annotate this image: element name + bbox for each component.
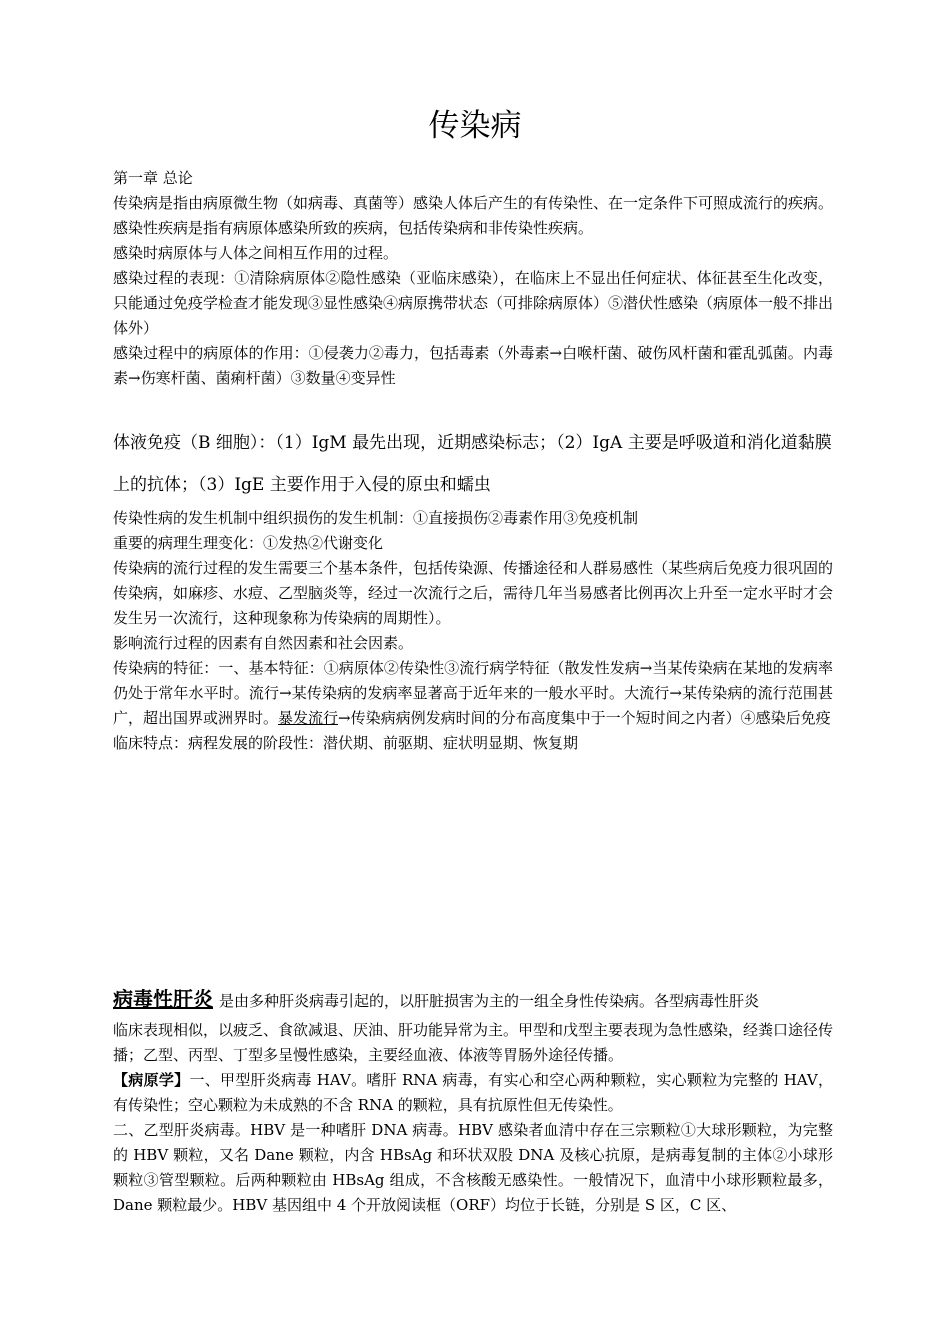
paragraph-text: →传染病病例发病时间的分布高度集中于一个短时间之内者）④感染后免疫 xyxy=(338,709,831,727)
paragraph: 传染病的流行过程的发生需要三个基本条件，包括传染源、传播途径和人群易感性（某些病后免疫力很巩固的传染病，如麻疹、水痘、乙型脑炎等，经过一次流行之后，需待几年当易感者比例再次上升至一定水平时才会发生另一次流行，这种现象称为传染病的周期性）。 xyxy=(113,559,834,627)
section-general xyxy=(113,166,833,391)
paragraph: 临床特点：病程发展的阶段性：潜伏期、前驱期、症状明显期、恢复期 xyxy=(113,734,579,752)
paragraph: 感染过程中的病原体的作用：①侵袭力②毒力，包括毒素（外毒素→白喉杆菌、破伤风杆菌和霍乱弧菌。内毒素→伤寒杆菌、菌痢杆菌）③数量④变异性 xyxy=(113,344,833,387)
paragraph: 临床表现相似，以疲乏、食欲减退、厌油、肝功能异常为主。甲型和戊型主要表现为急性感染，经粪口途径传播；乙型、丙型、丁型多呈慢性感染，主要经血液、体液等胃肠外途径传播。 xyxy=(113,1021,834,1064)
page-title: 传染病 xyxy=(428,108,522,144)
hepatitis-intro xyxy=(113,982,833,1018)
paragraph-text: 传染病的特征：一、基本特征：①病原体②传染性③流行病学特征（散发性发病→当某传染病在某地的发病率仍处于常年水平时。流行→某传染病的发病率显著高于近年来的一般水平时。大流行→某传染病的流行范围甚广，超出国界或洲界时。 xyxy=(113,659,833,727)
paragraph: 影响流行过程的因素有自然因素和社会因素。 xyxy=(113,634,414,652)
etiology-paragraph xyxy=(113,1068,833,1118)
paragraph: 感染时病原体与人体之间相互作用的过程。 xyxy=(113,244,399,262)
bracket-label: 【病原学】 xyxy=(113,1071,190,1089)
paragraph-text: 是由多种肝炎病毒引起的，以肝脏损害为主的一组全身性传染病。各型病毒性肝炎 xyxy=(219,992,760,1010)
section-heading: 病毒性肝炎 xyxy=(113,987,213,1011)
section-immunity xyxy=(113,422,833,756)
paragraph: 传染性病的发生机制中组织损伤的发生机制：①直接损伤②毒素作用③免疫机制 xyxy=(113,509,639,527)
paragraph-text: 一、甲型肝炎病毒 HAV。嗜肝 RNA 病毒，有实心和空心两种颗粒，实心颗粒为完整的 HAV，有传染性；空心颗粒为未成熟的不含 RNA 的颗粒，具有抗原性但无传染性。 xyxy=(113,1071,833,1114)
section-hepatitis xyxy=(113,982,833,1218)
features-paragraph xyxy=(113,656,833,731)
paragraph: 感染过程的表现：①清除病原体②隐性感染（亚临床感染），在临床上不显出任何症状、体征甚至生化改变，只能通过免疫学检查才能发现③显性感染④病原携带状态（可排除病原体）⑤潜伏性感染（病原体一般不排出体外） xyxy=(113,269,834,337)
paragraph: 传染病是指由病原微生物（如病毒、真菌等）感染人体后产生的有传染性、在一定条件下可照成流行的疾病。感染性疾病是指有病原体感染所致的疾病，包括传染病和非传染性疾病。 xyxy=(113,194,834,237)
paragraph: 重要的病理生理变化：①发热②代谢变化 xyxy=(113,534,384,552)
humoral-immunity-paragraph: 体液免疫（B 细胞）：（1）IgM 最先出现，近期感染标志；（2）IgA 主要是呼吸道和消化道黏膜上的抗体；（3）IgE 主要作用于入侵的原虫和蠕虫 xyxy=(113,433,832,495)
underlined-term: 暴发流行 xyxy=(278,709,339,727)
paragraph: 二、乙型肝炎病毒。HBV 是一种嗜肝 DNA 病毒。HBV 感染者血清中存在三宗颗粒①大球形颗粒，为完整的 HBV 颗粒，又名 Dane 颗粒，内含 HBsAg 和环状双股 DNA 及核心抗原，是病毒复制的主体②小球形颗粒③管型颗粒。后两种颗粒由 HBsAg 组成，不含核酸无感染性。一般情况下，血清中小球形颗粒最多，Dane 颗粒最少。HBV 基因组中 4 个开放阅读框（ORF）均位于长链，分别是 S 区，C 区、 xyxy=(113,1121,833,1214)
chapter-heading: 第一章 总论 xyxy=(113,169,193,187)
